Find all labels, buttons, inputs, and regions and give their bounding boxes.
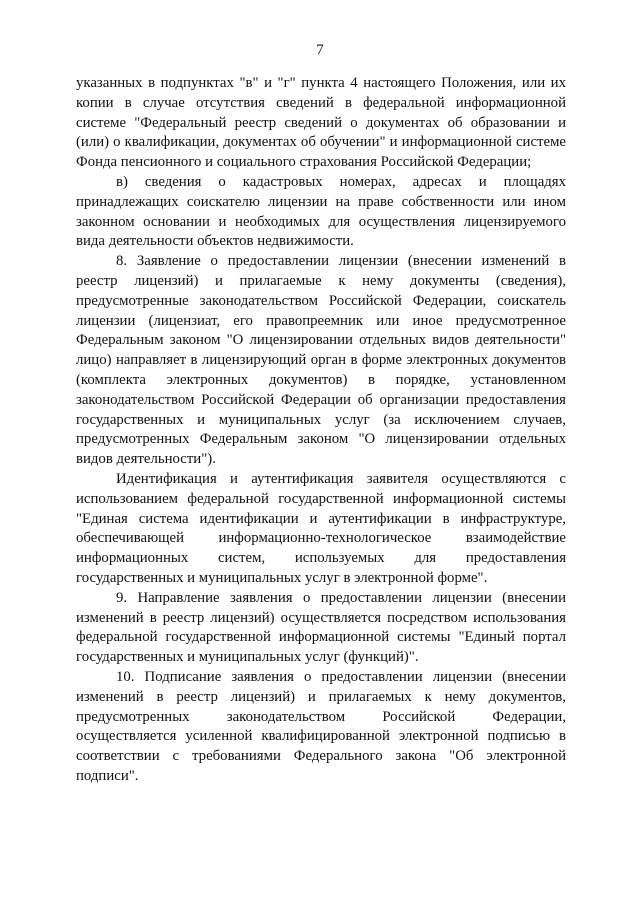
page-number: 7 <box>316 42 324 58</box>
paragraph-item-9: 9. Направление заявления о предоставлении лицензии (внесении изменений в реестр лицензий) осуществляется посредством использования федеральной государственной информационной системы "Единый портал государственных и муниципальных услуг (функций)". <box>76 589 566 666</box>
paragraph-identification: Идентификация и аутентификация заявителя осуществляются с использованием федеральной государственной информационной системы "Единая система идентификации и аутентификации в инфраструктуре, обеспечивающей информационно-технологическое взаимодействие информационных систем, используемых для предоставления государственных и муниципальных услуг в электронной форме". <box>76 470 566 586</box>
paragraph-item-8: 8. Заявление о предоставлении лицензии (внесении изменений в реестр лицензий) и прилагаемые к нему документы (сведения), предусмотренные законодательством Российской Федерации, соискатель лицензии (лицензиат, его правопреемник или иное предусмотренное Федеральным законом "О лицензировании отдельных видов деятельности" лицо) направляет в лицензирующий орган в форме электронных документов (комплекта электронных документов) в порядке, установленном законодательством Российской Федерации об организации предоставления государственных и муниципальных услуг (за исключением случаев, предусмотренных Федеральным законом "О лицензировании отдельных видов деятельности"). <box>76 253 566 468</box>
paragraph-item-10: 10. Подписание заявления о предоставлении лицензии (внесении изменений в реестр лицензий) и прилагаемых к нему документов, предусмотренных законодательством Российской Федерации, осуществляется усиленной квалифицированной электронной подписью в соответствии с требованиями Федерального закона "Об электронной подписи". <box>76 668 566 784</box>
paragraph-subitem-v: в) сведения о кадастровых номерах, адресах и площадях принадлежащих соискателю лицензии на праве собственности или ином законном основании и необходимых для осуществления лицензируемого вида деятельности объектов недвижимости. <box>76 173 566 250</box>
paragraph-continuation: указанных в подпунктах "в" и "г" пункта 4 настоящего Положения, или их копии в случае отсутствия сведений в федеральной информационной системе "Федеральный реестр сведений о документах об образовании и (или) о квалификации, документах об обучении" и информационной системе Фонда пенсионного и социального страхования Российской Федерации; <box>76 75 566 171</box>
document-body <box>76 74 566 787</box>
